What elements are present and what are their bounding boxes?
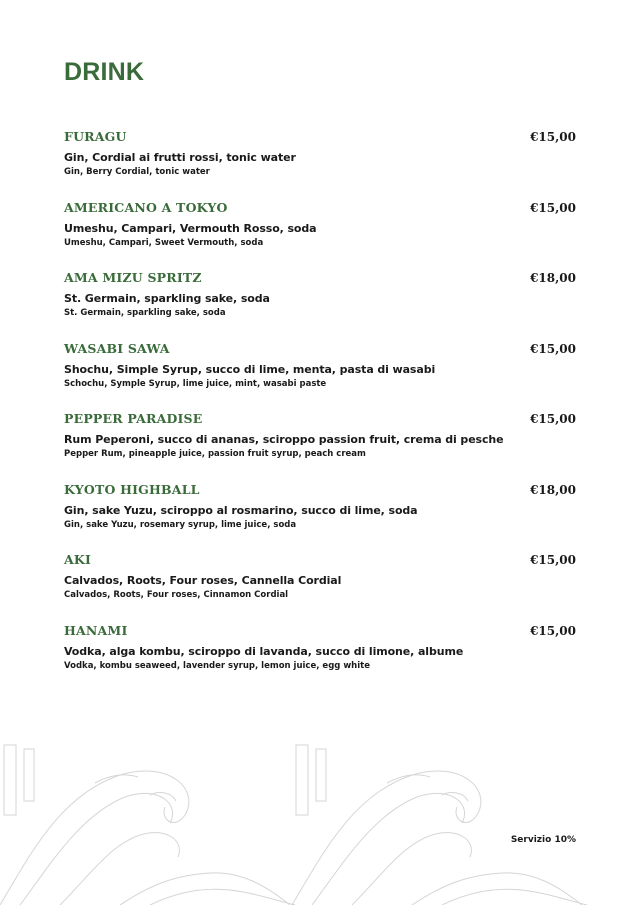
service-charge-note: Servizio 10% [510, 835, 576, 845]
item-price: €15,00 [530, 623, 576, 638]
item-price: €15,00 [530, 412, 576, 426]
menu-item [64, 482, 576, 553]
item-description-en: Pepper Rum, pineapple juice, passion fruit syrup, peach cream [64, 449, 366, 459]
item-name: KYOTO HIGHBALL [64, 481, 200, 497]
item-price: €15,00 [530, 130, 576, 144]
item-name: AMA MIZU SPRITZ [64, 270, 202, 285]
item-description-en: Gin, sake Yuzu, rosemary syrup, lime juice, soda [64, 519, 297, 530]
item-price: €18,00 [530, 482, 576, 497]
item-name: WASABI SAWA [64, 340, 170, 356]
item-description-it: Calvados, Roots, Four roses, Cannella Cordial [64, 574, 342, 587]
great-wave-icon [292, 735, 592, 905]
menu-item [64, 341, 576, 412]
item-name: AMERICANO A TOKYO [64, 199, 228, 215]
item-name: FURAGU [64, 129, 127, 144]
item-name: AKI [64, 552, 92, 567]
item-description-it: Gin, sake Yuzu, sciroppo al rosmarino, succo di lime, soda [64, 503, 418, 517]
menu-item [64, 129, 576, 200]
item-name: PEPPER PARADISE [64, 411, 203, 426]
item-description-it: St. Germain, sparkling sake, soda [64, 292, 270, 305]
item-price: €15,00 [530, 553, 576, 567]
item-description-en: St. Germain, sparkling sake, soda [64, 308, 226, 318]
item-description-en: Umeshu, Campari, Sweet Vermouth, soda [64, 237, 264, 248]
item-description-it: Gin, Cordial ai frutti rossi, tonic water [64, 151, 296, 164]
page-title: DRINK [64, 58, 145, 86]
menu-item [64, 270, 576, 341]
menu-item [64, 200, 576, 271]
great-wave-icon [0, 735, 300, 905]
item-description-it: Rum Peperoni, succo di ananas, sciroppo passion fruit, crema di pesche [64, 433, 504, 446]
item-name: HANAMI [64, 622, 128, 638]
menu-item [64, 552, 576, 623]
item-description-it: Umeshu, Campari, Vermouth Rosso, soda [64, 221, 317, 235]
item-description-en: Gin, Berry Cordial, tonic water [64, 167, 210, 177]
menu-item [64, 411, 576, 482]
menu-item [64, 623, 576, 694]
item-price: €18,00 [530, 271, 576, 285]
item-price: €15,00 [530, 200, 576, 215]
item-price: €15,00 [530, 341, 576, 356]
item-description-en: Calvados, Roots, Four roses, Cinnamon Cordial [64, 590, 289, 600]
item-description-en: Schochu, Symple Syrup, lime juice, mint, wasabi paste [64, 378, 327, 389]
item-description-it: Shochu, Simple Syrup, succo di lime, menta, pasta di wasabi [64, 362, 436, 376]
drink-menu [64, 129, 576, 693]
item-description-it: Vodka, alga kombu, sciroppo di lavanda, succo di limone, albume [64, 644, 464, 658]
item-description-en: Vodka, kombu seaweed, lavender syrup, lemon juice, egg white [64, 660, 370, 671]
